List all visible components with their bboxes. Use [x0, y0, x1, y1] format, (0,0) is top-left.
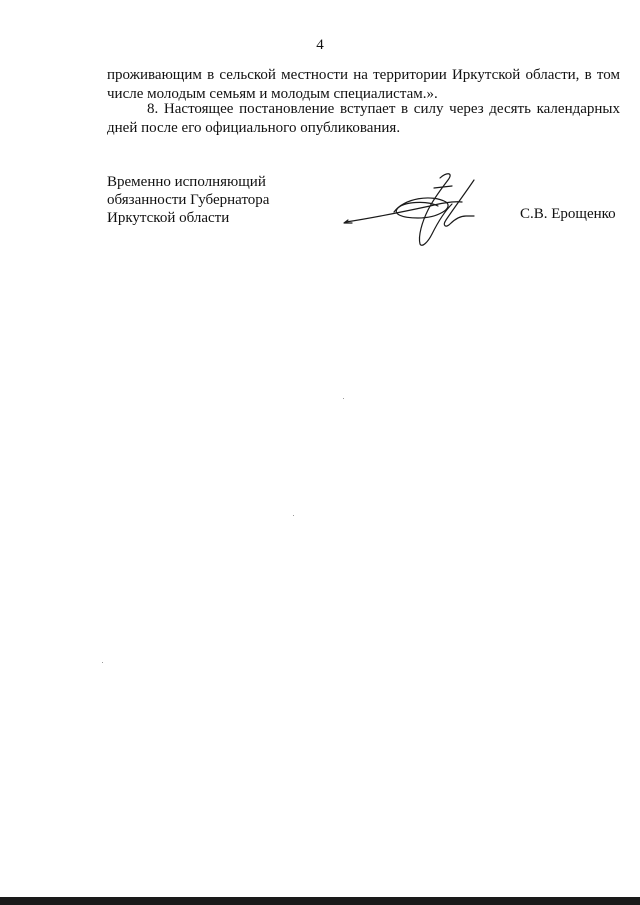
signatory-line-2: обязанности Губернатора: [107, 192, 270, 208]
signatory-line-3: Иркутской области: [107, 210, 230, 226]
scan-speck: [102, 662, 103, 663]
scan-speck: [293, 515, 294, 516]
scan-speck: [343, 398, 344, 399]
scan-edge-band: [0, 897, 640, 905]
signatory-block: [107, 173, 337, 227]
paragraph-8: 8. Настоящее постановление вступает в силу через десять календарных дней после его официального опубликования.: [107, 101, 620, 136]
signatory-line-1: Временно исполняющий: [107, 174, 266, 190]
signer-name: С.В. Ерощенко: [520, 206, 616, 222]
handwritten-signature: [342, 168, 492, 250]
page-number: 4: [316, 37, 324, 53]
paragraph-continued: проживающим в сельской местности на территории Иркутской области, в том числе молодым семьям и молодым специалистам.».: [107, 67, 620, 102]
